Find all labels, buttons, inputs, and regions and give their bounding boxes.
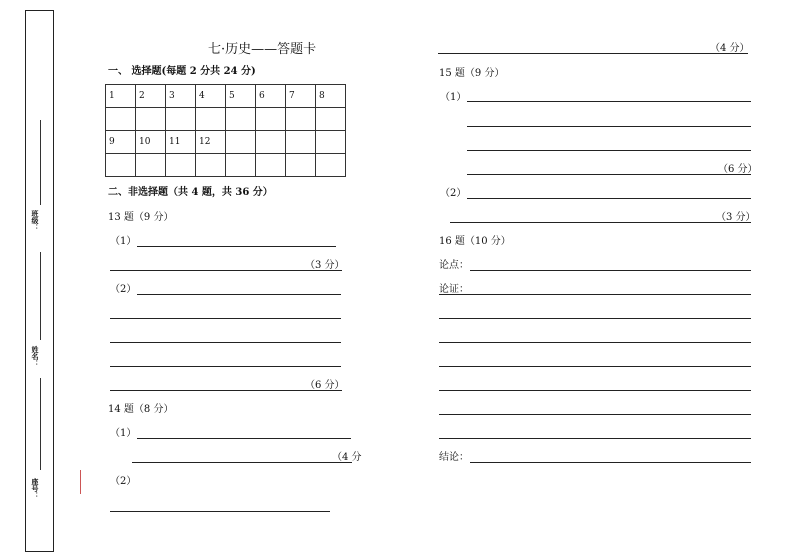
q14-sub2-label: （2） [110, 476, 137, 487]
grid-number-cell [316, 131, 346, 154]
name-label: 姓名： [31, 346, 40, 367]
part1-heading: 一、 选择题(每题 2 分共 24 分) [108, 66, 256, 77]
binding-line-class [40, 120, 41, 205]
q16-answer-line[interactable] [439, 366, 751, 367]
grid-answer-cell[interactable] [316, 154, 346, 177]
q14-answer-line[interactable] [137, 438, 351, 439]
grid-answer-cell[interactable] [196, 108, 226, 131]
q16-answer-line[interactable] [439, 438, 751, 439]
q13-title: 13 题（9 分） [108, 212, 174, 223]
grid-answer-cell[interactable] [106, 108, 136, 131]
q14-score1: （4 分 [332, 452, 362, 463]
grid-number-cell [256, 131, 286, 154]
grid-number-cell: 11 [166, 131, 196, 154]
q14-answer-line[interactable] [132, 462, 352, 463]
q16-answer-line[interactable] [439, 414, 751, 415]
q16-proof-label: 论证： [439, 284, 469, 295]
binding-line-number [40, 378, 41, 470]
grid-answer-cell[interactable] [136, 154, 166, 177]
page-title: 七·历史——答题卡 [208, 42, 317, 57]
grid-number-cell: 9 [106, 131, 136, 154]
q15-answer-line[interactable] [467, 174, 751, 175]
grid-answer-cell[interactable] [136, 108, 166, 131]
grid-number-cell: 1 [106, 85, 136, 108]
grid-answer-cell[interactable] [256, 154, 286, 177]
grid-answer-cell[interactable] [196, 154, 226, 177]
q16-answer-line[interactable] [439, 342, 751, 343]
q13-answer-line[interactable] [110, 318, 341, 319]
q14-answer-line[interactable] [110, 511, 330, 512]
grid-number-cell: 6 [256, 85, 286, 108]
grid-answer-cell[interactable] [226, 108, 256, 131]
q15-answer-line[interactable] [467, 101, 751, 102]
grid-number-cell [226, 131, 256, 154]
binding-line-name [40, 252, 41, 340]
q15-answer-line[interactable] [467, 126, 751, 127]
q16-answer-line[interactable] [470, 462, 751, 463]
q13-answer-line[interactable] [110, 342, 341, 343]
grid-answer-cell[interactable] [166, 108, 196, 131]
q16-answer-line[interactable] [439, 318, 751, 319]
grid-answer-cell[interactable] [226, 154, 256, 177]
margin-mark [80, 470, 81, 494]
grid-number-cell: 3 [166, 85, 196, 108]
q16-conclusion-label: 结论： [439, 452, 469, 463]
q15-score1: （6 分） [718, 164, 758, 175]
grid-answer-cell[interactable] [106, 154, 136, 177]
q16-answer-line[interactable] [439, 390, 751, 391]
q13-answer-line[interactable] [137, 294, 341, 295]
q13-answer-line[interactable] [110, 366, 341, 367]
choice-answer-grid [105, 84, 346, 177]
grid-answer-cell[interactable] [286, 108, 316, 131]
grid-answer-cell[interactable] [316, 108, 346, 131]
grid-answer-cell[interactable] [166, 154, 196, 177]
part2-heading: 二、非选择题（共 4 题，共 36 分） [108, 187, 273, 198]
grid-number-cell: 4 [196, 85, 226, 108]
q15-answer-line[interactable] [467, 150, 751, 151]
grid-number-cell: 8 [316, 85, 346, 108]
q14-continued-line[interactable] [438, 53, 748, 54]
q13-sub2-label: （2） [110, 284, 137, 295]
q13-sub1-label: （1） [110, 236, 137, 247]
q15-answer-line[interactable] [467, 198, 751, 199]
grid-number-cell: 2 [136, 85, 166, 108]
q15-sub1-label: （1） [440, 92, 467, 103]
q15-sub2-label: （2） [440, 188, 467, 199]
grid-answer-cell[interactable] [286, 154, 316, 177]
q13-score2: （6 分） [305, 380, 345, 391]
number-label: 座号： [31, 478, 40, 499]
q13-answer-line[interactable] [137, 246, 336, 247]
q15-score2: （3 分） [716, 212, 756, 223]
grid-number-cell [286, 131, 316, 154]
q14-title: 14 题（8 分） [108, 404, 174, 415]
grid-number-cell: 12 [196, 131, 226, 154]
q16-answer-line[interactable] [439, 294, 751, 295]
grid-number-cell: 10 [136, 131, 166, 154]
q15-answer-line[interactable] [450, 222, 751, 223]
q13-score1: （3 分） [305, 260, 345, 271]
class-label: 班级： [31, 210, 40, 231]
q15-title: 15 题（9 分） [439, 68, 505, 79]
grid-number-cell: 7 [286, 85, 316, 108]
grid-number-cell: 5 [226, 85, 256, 108]
q14-top-score: （4 分） [710, 43, 750, 54]
grid-answer-cell[interactable] [256, 108, 286, 131]
q16-answer-line[interactable] [470, 270, 751, 271]
q16-argument-label: 论点： [439, 260, 469, 271]
q16-title: 16 题（10 分） [439, 236, 511, 247]
q14-sub1-label: （1） [110, 428, 137, 439]
